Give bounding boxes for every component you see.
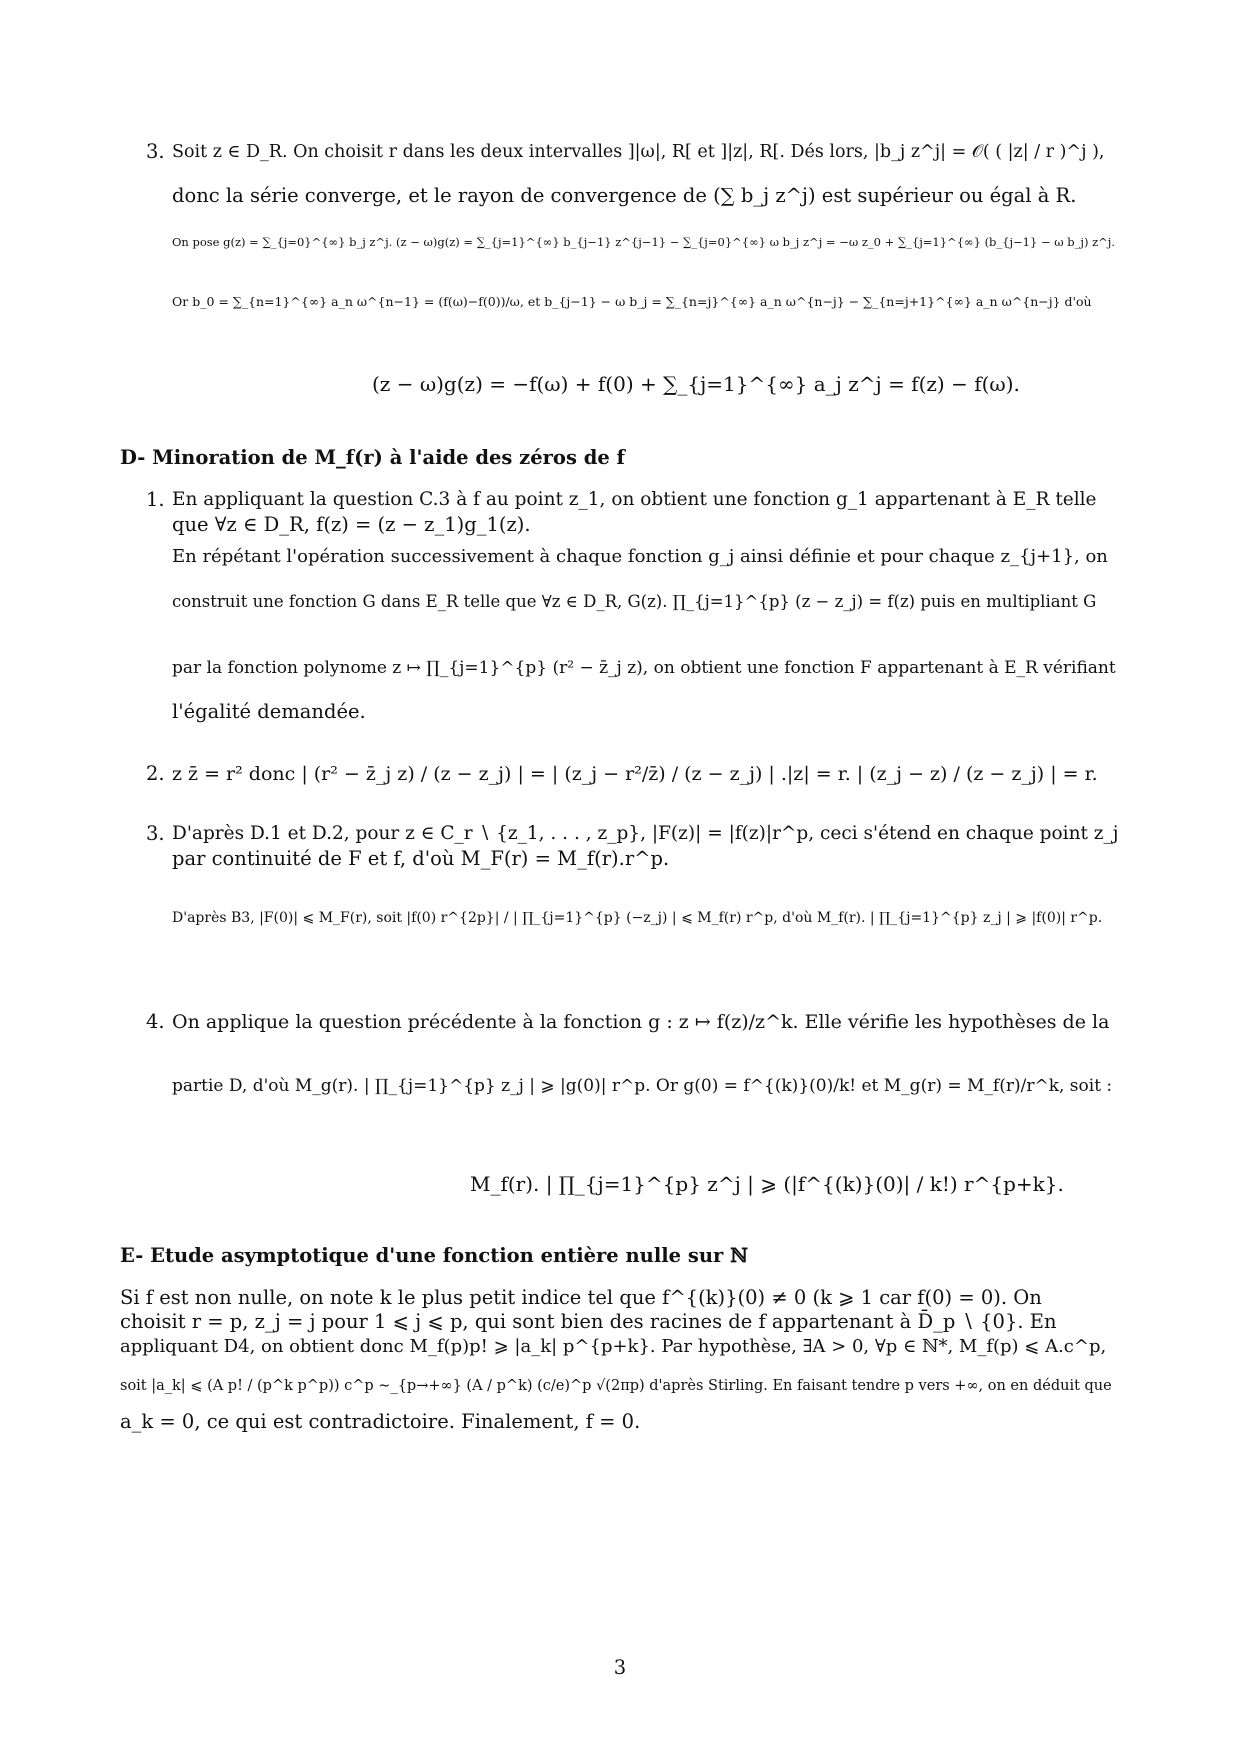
item-number: 3. <box>146 822 165 845</box>
d3-line-2: par continuité de F et f, d'où M_F(r) = M_f(r).r^p. <box>172 847 670 870</box>
c3-line-3: On pose g(z) = ∑_{j=0}^{∞} b_j z^j. (z − ω)g(z) = ∑_{j=1}^{∞} b_{j−1} z^{j−1} − ∑_{j=0}^{∞} ω b_j z^j = −ω z_0 + ∑_{j=1}^{∞} (b_{j−1} − ω b_j) z^j. <box>172 235 1116 249</box>
item-number: 1. <box>146 488 165 511</box>
d1-line-1: En appliquant la question C.3 à f au point z_1, on obtient une fonction g_1 appartenant à E_R telle <box>172 489 1097 510</box>
e-line-5: a_k = 0, ce qui est contradictoire. Finalement, f = 0. <box>120 1410 641 1433</box>
e-line-4: soit |a_k| ⩽ (A p! / (p^k p^p)) c^p ∼_{p→+∞} (A / p^k) (c/e)^p √(2πp) d'après Stirling. En faisant tendre p vers +∞, on en déduit que <box>120 1378 1112 1394</box>
d4-line-1: On applique la question précédente à la fonction g : z ↦ f(z)/z^k. Elle vérifie les hypothèses de la <box>172 1011 1110 1033</box>
item-number: 4. <box>146 1010 165 1033</box>
section-e-title: E- Etude asymptotique d'une fonction entière nulle sur ℕ <box>120 1244 748 1267</box>
e-line-2: choisit r = p, z_j = j pour 1 ⩽ j ⩽ p, qui sont bien des racines de f appartenant à D̄_p ∖ {0}. En <box>120 1310 1057 1333</box>
d1-line-6: l'égalité demandée. <box>172 700 366 723</box>
section-d-title: D- Minoration de M_f(r) à l'aide des zéros de f <box>120 446 625 469</box>
c3-display-equation: (z − ω)g(z) = −f(ω) + f(0) + ∑_{j=1}^{∞} a_j z^j = f(z) − f(ω). <box>372 372 1020 396</box>
d3-line-1: D'après D.1 et D.2, pour z ∈ C_r ∖ {z_1, . . . , z_p}, |F(z)| = |f(z)|r^p, ceci s'étend en chaque point z_j <box>172 823 1119 844</box>
e-line-1: Si f est non nulle, on note k le plus petit indice tel que f^{(k)}(0) ≠ 0 (k ⩾ 1 car f(0) = 0). On <box>120 1286 1042 1309</box>
d2-line-1: z z̄ = r² donc | (r² − z̄_j z) / (z − z_j) | = | (z_j − r²/z̄) / (z − z_j) | .|z| = r. | (z_j − z) / (z − z_j) | = r. <box>172 763 1098 785</box>
d3-line-3: D'après B3, |F(0)| ⩽ M_F(r), soit |f(0) r^{2p}| / | ∏_{j=1}^{p} (−z_j) | ⩽ M_f(r) r^p, d'où M_f(r). | ∏_{j=1}^{p} z_j | ⩾ |f(0)| r^p. <box>172 910 1103 926</box>
c3-line-1: Soit z ∈ D_R. On choisit r dans les deux intervalles ]|ω|, R[ et ]|z|, R[. Dés lors, |b_j z^j| = 𝒪( ( |z| / r )^j ), <box>172 142 1105 162</box>
d4-line-2: partie D, d'où M_g(r). | ∏_{j=1}^{p} z_j | ⩾ |g(0)| r^p. Or g(0) = f^{(k)}(0)/k! et M_g(r) = M_f(r)/r^k, soit : <box>172 1076 1113 1096</box>
item-number: 3. <box>146 140 165 163</box>
c3-line-4: Or b_0 = ∑_{n=1}^{∞} a_n ω^{n−1} = (f(ω)−f(0))/ω, et b_{j−1} − ω b_j = ∑_{n=j}^{∞} a_n ω^{n−j} − ∑_{n=j+1}^{∞} a_n ω^{n−j} d'où <box>172 294 1092 309</box>
d1-line-5: par la fonction polynome z ↦ ∏_{j=1}^{p} (r² − z̄_j z), on obtient une fonction F appartenant à E_R vérifiant <box>172 658 1116 678</box>
d1-line-2: que ∀z ∈ D_R, f(z) = (z − z_1)g_1(z). <box>172 513 531 536</box>
e-line-3: appliquant D4, on obtient donc M_f(p)p! ⩾ |a_k| p^{p+k}. Par hypothèse, ∃A > 0, ∀p ∈ ℕ*, M_f(p) ⩽ A.c^p, <box>120 1336 1107 1357</box>
d1-line-4: construit une fonction G dans E_R telle que ∀z ∈ D_R, G(z). ∏_{j=1}^{p} (z − z_j) = f(z) puis en multipliant G <box>172 592 1097 611</box>
d1-line-3: En répétant l'opération successivement à chaque fonction g_j ainsi définie et pour chaque z_{j+1}, on <box>172 546 1108 567</box>
c3-line-2: donc la série converge, et le rayon de convergence de (∑ b_j z^j) est supérieur ou égal à R. <box>172 184 1077 207</box>
d4-display-equation: M_f(r). | ∏_{j=1}^{p} z^j | ⩾ (|f^{(k)}(0)| / k!) r^{p+k}. <box>470 1172 1064 1196</box>
page-number: 3 <box>613 1656 627 1679</box>
item-number: 2. <box>146 762 165 785</box>
